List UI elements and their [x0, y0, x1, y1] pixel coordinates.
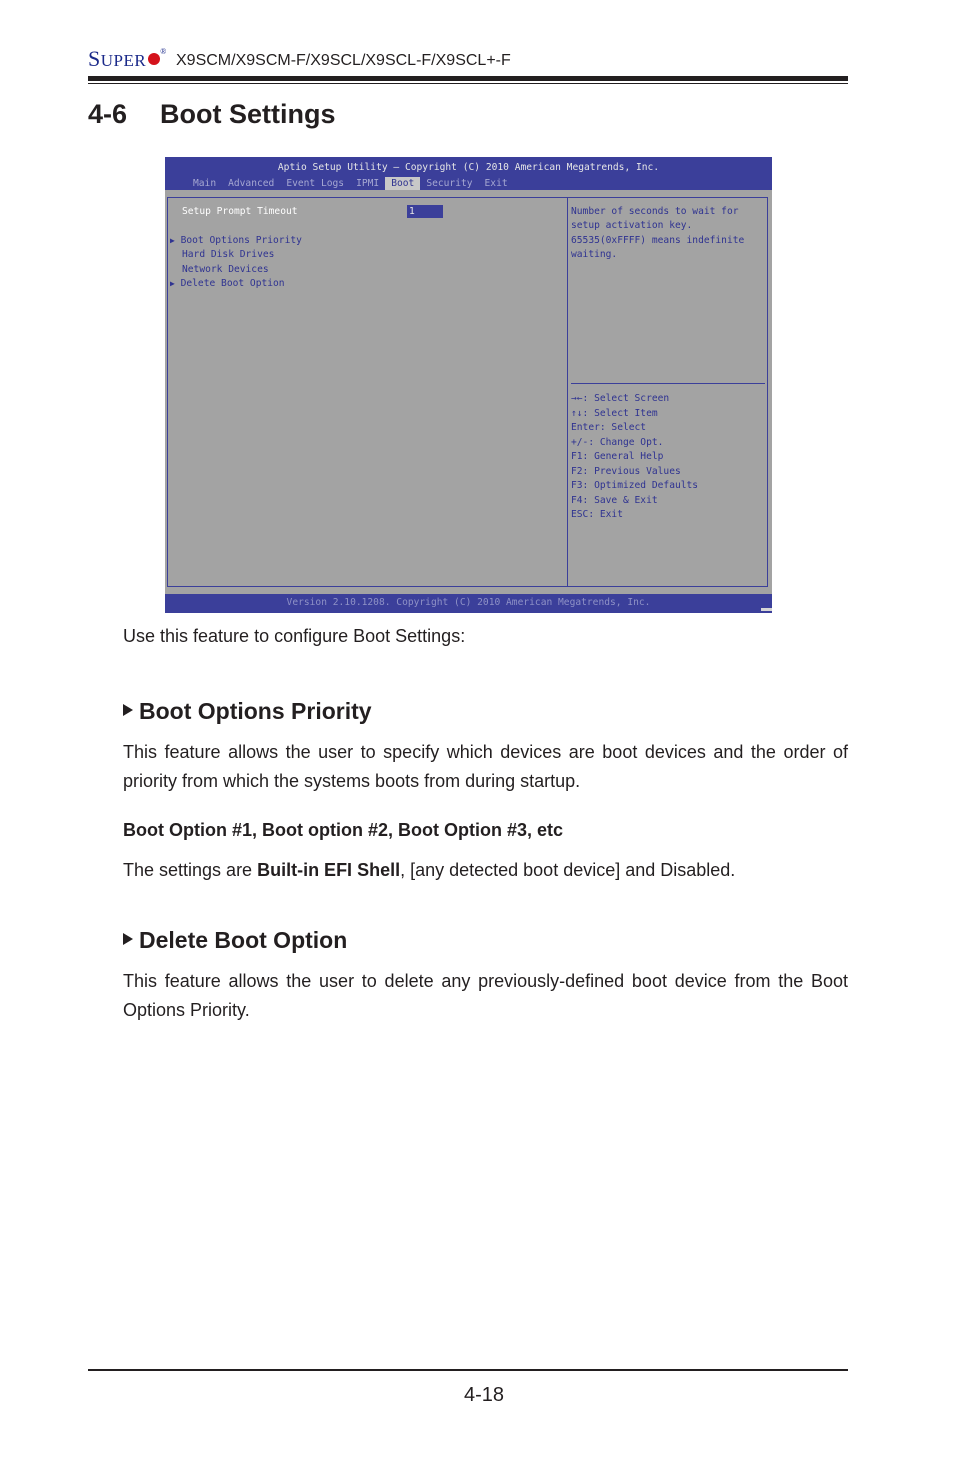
heading-text: Delete Boot Option — [139, 927, 348, 953]
bios-key-select-screen: →←: Select Screen — [571, 393, 670, 404]
heading-text: Boot Options Priority — [139, 698, 372, 724]
bios-tab-security[interactable]: Security — [426, 178, 473, 189]
bios-key-previous-values: F2: Previous Values — [571, 466, 681, 477]
header-rule — [88, 76, 848, 81]
bios-corner-mark — [761, 608, 772, 611]
logo-dot-icon — [148, 53, 160, 65]
section-title — [88, 99, 336, 130]
boot-options-priority-text: This feature allows the user to specify which devices are boot devices and the order of priority from which the systems boots from during startup. — [123, 742, 848, 791]
bios-tab-bar — [187, 177, 514, 190]
setup-prompt-timeout-label: Setup Prompt Timeout — [182, 206, 298, 217]
section-title-text: Boot Settings — [160, 99, 336, 129]
settings-prefix: The settings are — [123, 860, 258, 880]
bios-item-delete-boot-option[interactable] — [170, 278, 285, 289]
footer-rule — [88, 1369, 848, 1371]
bios-help-line: 65535(0xFFFF) means indefinite — [571, 235, 745, 246]
boot-options-priority-heading — [123, 698, 372, 725]
bios-key-change-opt: +/-: Change Opt. — [571, 437, 664, 448]
settings-suffix: , [any detected boot device] and Disabled. — [400, 860, 736, 880]
bios-key-save-exit: F4: Save & Exit — [571, 495, 658, 506]
bios-tab-exit[interactable]: Exit — [484, 178, 508, 189]
logo-letter: S — [88, 46, 101, 71]
submenu-arrow-icon: ▶ — [170, 236, 175, 245]
bios-tab-advanced[interactable]: Advanced — [228, 178, 275, 189]
boot-option-settings-text — [123, 856, 848, 885]
bios-tab-event-logs[interactable]: Event Logs — [286, 178, 345, 189]
page-number: 4-18 — [463, 1384, 505, 1406]
bios-item-network-devices[interactable]: Network Devices — [182, 264, 269, 275]
bios-key-select-item: ↑↓: Select Item — [571, 408, 658, 419]
bios-item-label: Boot Options Priority — [180, 235, 302, 246]
submenu-arrow-icon: ▶ — [170, 279, 175, 288]
bios-tab-ipmi[interactable]: IPMI — [356, 178, 380, 189]
bios-key-optimized-defaults: F3: Optimized Defaults — [571, 480, 699, 491]
bios-help-line: waiting. — [571, 249, 618, 260]
bios-key-esc-exit: ESC: Exit — [571, 509, 623, 520]
bios-help-separator — [571, 383, 765, 384]
delete-boot-option-heading — [123, 927, 347, 954]
bios-item-hard-disk-drives[interactable]: Hard Disk Drives — [182, 249, 275, 260]
boot-option-subheading: Boot Option #1, Boot option #2, Boot Option #3, etc — [123, 820, 563, 840]
bios-screenshot — [165, 157, 772, 613]
supermicro-logo — [88, 46, 167, 72]
bios-help-line: setup activation key. — [571, 220, 693, 231]
section-number: 4-6 — [88, 99, 128, 129]
logo-text: UPER — [100, 51, 147, 70]
bios-help-line: Number of seconds to wait for — [571, 206, 739, 217]
logo-registered-mark: ® — [160, 47, 167, 56]
model-name: X9SCM/X9SCM-F/X9SCL/X9SCL-F/X9SCL+-F — [176, 52, 511, 69]
header-rule-thin — [88, 83, 848, 84]
bios-item-boot-options-priority[interactable] — [170, 235, 302, 246]
bios-key-general-help: F1: General Help — [571, 451, 664, 462]
intro-text: Use this feature to configure Boot Settings: — [123, 626, 466, 646]
bios-item-label: Delete Boot Option — [180, 278, 285, 289]
bios-divider — [567, 197, 568, 587]
bios-tab-main[interactable]: Main — [193, 178, 217, 189]
triangle-bullet-icon — [123, 704, 133, 716]
triangle-bullet-icon — [123, 933, 133, 945]
setup-prompt-timeout-field[interactable]: 1 — [407, 205, 443, 218]
settings-default: Built-in EFI Shell — [257, 860, 401, 880]
bios-version: Version 2.10.1208. Copyright (C) 2010 American Megatrends, Inc. — [286, 597, 651, 608]
bios-title: Aptio Setup Utility – Copyright (C) 2010 American Megatrends, Inc. — [277, 162, 660, 173]
delete-boot-option-text: This feature allows the user to delete any previously-defined boot device from the Boot Options Priority. — [123, 971, 848, 1020]
bios-key-enter: Enter: Select — [571, 422, 647, 433]
bios-tab-boot[interactable]: Boot — [385, 177, 420, 190]
